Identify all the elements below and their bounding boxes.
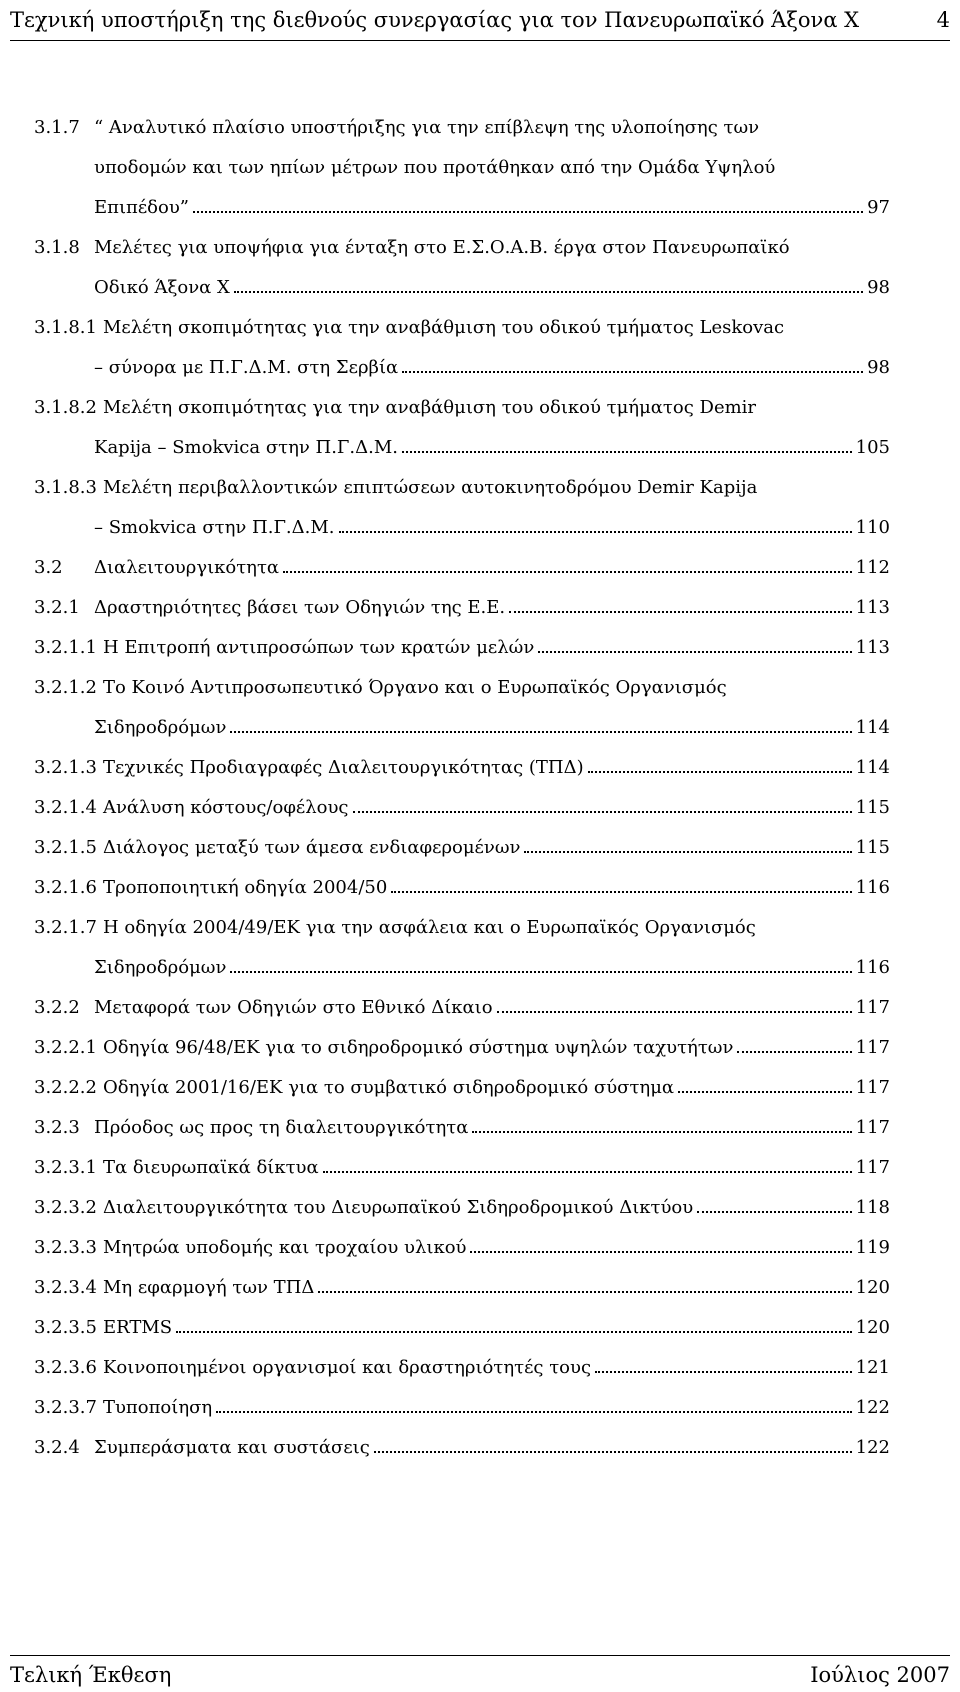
toc-leader-dots <box>318 1291 851 1293</box>
toc-page-number: 122 <box>855 1397 890 1418</box>
toc-entry[interactable] <box>34 988 890 1028</box>
toc-entry-title: Μελέτη σκοπιμότητας για την αναβάθμιση του οδικού τμήματος Leskovac <box>102 317 785 338</box>
toc-page-number: 117 <box>855 1157 890 1178</box>
toc-entry[interactable] <box>34 1188 890 1228</box>
toc-entry-title: Μεταφορά των Οδηγιών στο Εθνικό Δίκαιο <box>94 997 493 1018</box>
toc-entry-title: Η οδηγία 2004/49/ΕΚ για την ασφάλεια και ο Ευρωπαϊκός Οργανισμός <box>102 917 756 938</box>
toc-page-number: 121 <box>855 1357 890 1378</box>
page-header <box>10 2 950 42</box>
toc-leader-dots <box>353 811 852 813</box>
toc-entry-title: Επιπέδου” <box>94 197 190 218</box>
toc-entry-number: 3.2.2 <box>34 997 80 1018</box>
toc-page-number: 114 <box>855 757 890 778</box>
toc-page-number: 117 <box>855 1077 890 1098</box>
toc-page-number: 117 <box>855 997 890 1018</box>
toc-entry-title: Οδηγία 2001/16/ΕΚ για το συμβατικό σιδηροδρομικό σύστημα <box>102 1077 675 1098</box>
footer-rule <box>10 1655 950 1656</box>
toc-entry-title: Μητρώα υποδομής και τροχαίου υλικού <box>102 1237 467 1258</box>
footer-report-type: Τελική Έκθεση <box>10 1663 172 1687</box>
toc-page-number: 110 <box>855 517 890 538</box>
toc-entry[interactable] <box>34 468 890 548</box>
toc-entry-number: 3.2.4 <box>34 1437 80 1458</box>
toc-entry[interactable] <box>34 1068 890 1108</box>
toc-entry[interactable] <box>34 588 890 628</box>
toc-entry[interactable] <box>34 228 890 308</box>
toc-page-number: 113 <box>855 597 890 618</box>
header-page-number: 4 <box>936 8 950 32</box>
toc-entry-number: 3.2.1.5 <box>34 837 97 858</box>
toc-page-number: 117 <box>855 1037 890 1058</box>
toc-entry-title: Συμπεράσματα και συστάσεις <box>94 1437 370 1458</box>
toc-page-number: 119 <box>855 1237 890 1258</box>
toc-page-number: 98 <box>867 357 890 378</box>
toc-leader-dots <box>737 1051 851 1053</box>
toc-page-number: 122 <box>855 1437 890 1458</box>
toc-entry-title: “ Αναλυτικό πλαίσιο υποστήριξης για την επίβλεψη της υλοποίησης των <box>94 117 760 138</box>
toc-leader-dots <box>323 1171 852 1173</box>
toc-entry-title: – Smokvica στην Π.Γ.Δ.Μ. <box>94 517 335 538</box>
toc-entry-number: 3.2.3.3 <box>34 1237 97 1258</box>
toc-entry-number: 3.2.3.6 <box>34 1357 97 1378</box>
toc-entry-title: Μελέτες για υποψήφια για ένταξη στο Ε.Σ.Ο.Α.Β. έργα στον Πανευρωπαϊκό <box>94 237 790 258</box>
toc-entry-number: 3.2.3.5 <box>34 1317 97 1338</box>
toc-leader-dots <box>193 211 863 213</box>
toc-leader-dots <box>697 1211 851 1213</box>
toc-entry-title: ERTMS <box>102 1317 173 1338</box>
toc-entry-title: Δραστηριότητες βάσει των Οδηγιών της Ε.Ε. <box>94 597 506 618</box>
toc-leader-dots <box>374 1451 852 1453</box>
toc-page-number: 114 <box>855 717 890 738</box>
toc-entry-number: 3.2.2.1 <box>34 1037 97 1058</box>
toc-entry[interactable] <box>34 1108 890 1148</box>
toc-entry-title: Τα διευρωπαϊκά δίκτυα <box>102 1157 319 1178</box>
toc-entry[interactable] <box>34 308 890 388</box>
toc-entry-number: 3.1.8.2 <box>34 397 97 418</box>
toc-entry-number: 3.2.1.1 <box>34 637 97 658</box>
toc-page-number: 113 <box>855 637 890 658</box>
toc-entry-title: Σιδηροδρόμων <box>94 717 227 738</box>
toc-entry[interactable] <box>34 548 890 588</box>
toc-entry-number: 3.2.1.4 <box>34 797 97 818</box>
toc-entry-number: 3.2.1.6 <box>34 877 97 898</box>
toc-entry[interactable] <box>34 108 890 228</box>
toc-entry-title: Διαλειτουργικότητα <box>94 557 280 578</box>
toc-page-number: 115 <box>855 837 890 858</box>
toc-page-number: 115 <box>855 797 890 818</box>
toc-entry[interactable] <box>34 908 890 988</box>
toc-leader-dots <box>538 651 851 653</box>
toc-leader-dots <box>234 291 863 293</box>
toc-leader-dots <box>524 851 851 853</box>
toc-entry[interactable] <box>34 788 890 828</box>
toc-entry-number: 3.2.3 <box>34 1117 80 1138</box>
toc-entry[interactable] <box>34 1428 890 1468</box>
toc-entry-number: 3.1.8.3 <box>34 477 97 498</box>
toc-entry-number: 3.2.2.2 <box>34 1077 97 1098</box>
toc-entry-number: 3.1.8.1 <box>34 317 97 338</box>
toc-leader-dots <box>472 1131 851 1133</box>
header-title: Τεχνική υποστήριξη της διεθνούς συνεργασίας για τον Πανευρωπαϊκό Άξονα Χ <box>10 8 860 32</box>
toc-entry-title: Τροποποιητική οδηγία 2004/50 <box>102 877 388 898</box>
toc-leader-dots <box>588 771 852 773</box>
toc-entry[interactable] <box>34 1228 890 1268</box>
toc-leader-dots <box>402 371 863 373</box>
toc-page-number: 118 <box>855 1197 890 1218</box>
toc-entry[interactable] <box>34 1268 890 1308</box>
toc-page-number: 120 <box>855 1277 890 1298</box>
toc-entry-title: Τεχνικές Προδιαγραφές Διαλειτουργικότητας (ΤΠΔ) <box>102 757 584 778</box>
toc-entry-number: 3.2.1.3 <box>34 757 97 778</box>
toc-entry-number: 3.2.3.7 <box>34 1397 97 1418</box>
toc-entry-title: Πρόοδος ως προς τη διαλειτουργικότητα <box>94 1117 469 1138</box>
toc-entry-title: – σύνορα με Π.Γ.Δ.Μ. στη Σερβία <box>94 357 399 378</box>
toc-page-number: 112 <box>855 557 890 578</box>
toc-entry-number: 3.2.1.7 <box>34 917 97 938</box>
toc-leader-dots <box>230 731 851 733</box>
toc-leader-dots <box>216 1411 851 1413</box>
toc-entry-number: 3.2 <box>34 557 63 578</box>
table-of-contents <box>34 108 890 1468</box>
toc-leader-dots <box>339 531 852 533</box>
toc-page-number: 120 <box>855 1317 890 1338</box>
toc-entry-title: Κοινοποιημένοι οργανισμοί και δραστηριότητές τους <box>102 1357 592 1378</box>
toc-entry[interactable] <box>34 668 890 748</box>
toc-entry-number: 3.1.7 <box>34 117 80 138</box>
toc-entry-number: 3.2.1.2 <box>34 677 97 698</box>
toc-leader-dots <box>176 1331 852 1333</box>
toc-leader-dots <box>509 611 852 613</box>
toc-entry[interactable] <box>34 868 890 908</box>
toc-entry-title: υποδομών και των ηπίων μέτρων που προτάθηκαν από την Ομάδα Υψηλού <box>94 157 776 178</box>
toc-entry-title: Η Επιτροπή αντιπροσώπων των κρατών μελών <box>102 637 535 658</box>
toc-entry-title: Τυποποίηση <box>102 1397 213 1418</box>
toc-page-number: 105 <box>855 437 890 458</box>
toc-entry[interactable] <box>34 1308 890 1348</box>
toc-entry-title: Το Κοινό Αντιπροσωπευτικό Όργανο και ο Ευρωπαϊκός Οργανισμός <box>102 677 727 698</box>
toc-page-number: 116 <box>855 957 890 978</box>
toc-entry-title: Διάλογος μεταξύ των άμεσα ενδιαφερομένων <box>102 837 521 858</box>
toc-entry[interactable] <box>34 748 890 788</box>
toc-entry-number: 3.2.1 <box>34 597 80 618</box>
toc-entry-title: Διαλειτουργικότητα του Διευρωπαϊκού Σιδηροδρομικού Δικτύου <box>102 1197 694 1218</box>
toc-page-number: 117 <box>855 1117 890 1138</box>
toc-entry[interactable] <box>34 1148 890 1188</box>
toc-entry-number: 3.1.8 <box>34 237 80 258</box>
toc-leader-dots <box>595 1371 852 1373</box>
toc-entry-title: Οδηγία 96/48/ΕΚ για το σιδηροδρομικό σύστημα υψηλών ταχυτήτων <box>102 1037 734 1058</box>
toc-leader-dots <box>497 1011 852 1013</box>
toc-entry-number: 3.2.3.1 <box>34 1157 97 1178</box>
toc-entry-number: 3.2.3.2 <box>34 1197 97 1218</box>
toc-entry-title: Σιδηροδρόμων <box>94 957 227 978</box>
toc-leader-dots <box>391 891 851 893</box>
footer-date: Ιούλιος 2007 <box>810 1663 950 1687</box>
toc-entry-title: Οδικό Άξονα Χ <box>94 277 230 298</box>
toc-leader-dots <box>283 571 852 573</box>
header-rule <box>10 40 950 41</box>
toc-entry-title: Ανάλυση κόστους/οφέλους <box>102 797 349 818</box>
toc-entry[interactable] <box>34 1388 890 1428</box>
toc-page-number: 98 <box>867 277 890 298</box>
toc-entry-title: Μη εφαρμογή των ΤΠΔ <box>102 1277 315 1298</box>
toc-entry[interactable] <box>34 828 890 868</box>
toc-page-number: 116 <box>855 877 890 898</box>
toc-entry-title: Μελέτη περιβαλλοντικών επιπτώσεων αυτοκινητοδρόμου Demir Kapija <box>102 477 758 498</box>
toc-leader-dots <box>470 1251 851 1253</box>
toc-entry-number: 3.2.3.4 <box>34 1277 97 1298</box>
toc-entry[interactable] <box>34 1348 890 1388</box>
toc-leader-dots <box>678 1091 852 1093</box>
toc-entry[interactable] <box>34 628 890 668</box>
toc-entry-title: Kapija – Smokvica στην Π.Γ.Δ.Μ. <box>94 437 399 458</box>
toc-entry-title: Μελέτη σκοπιμότητας για την αναβάθμιση του οδικού τμήματος Demir <box>102 397 757 418</box>
toc-entry[interactable] <box>34 388 890 468</box>
toc-page-number: 97 <box>867 197 890 218</box>
toc-leader-dots <box>402 451 852 453</box>
toc-entry[interactable] <box>34 1028 890 1068</box>
toc-leader-dots <box>230 971 851 973</box>
